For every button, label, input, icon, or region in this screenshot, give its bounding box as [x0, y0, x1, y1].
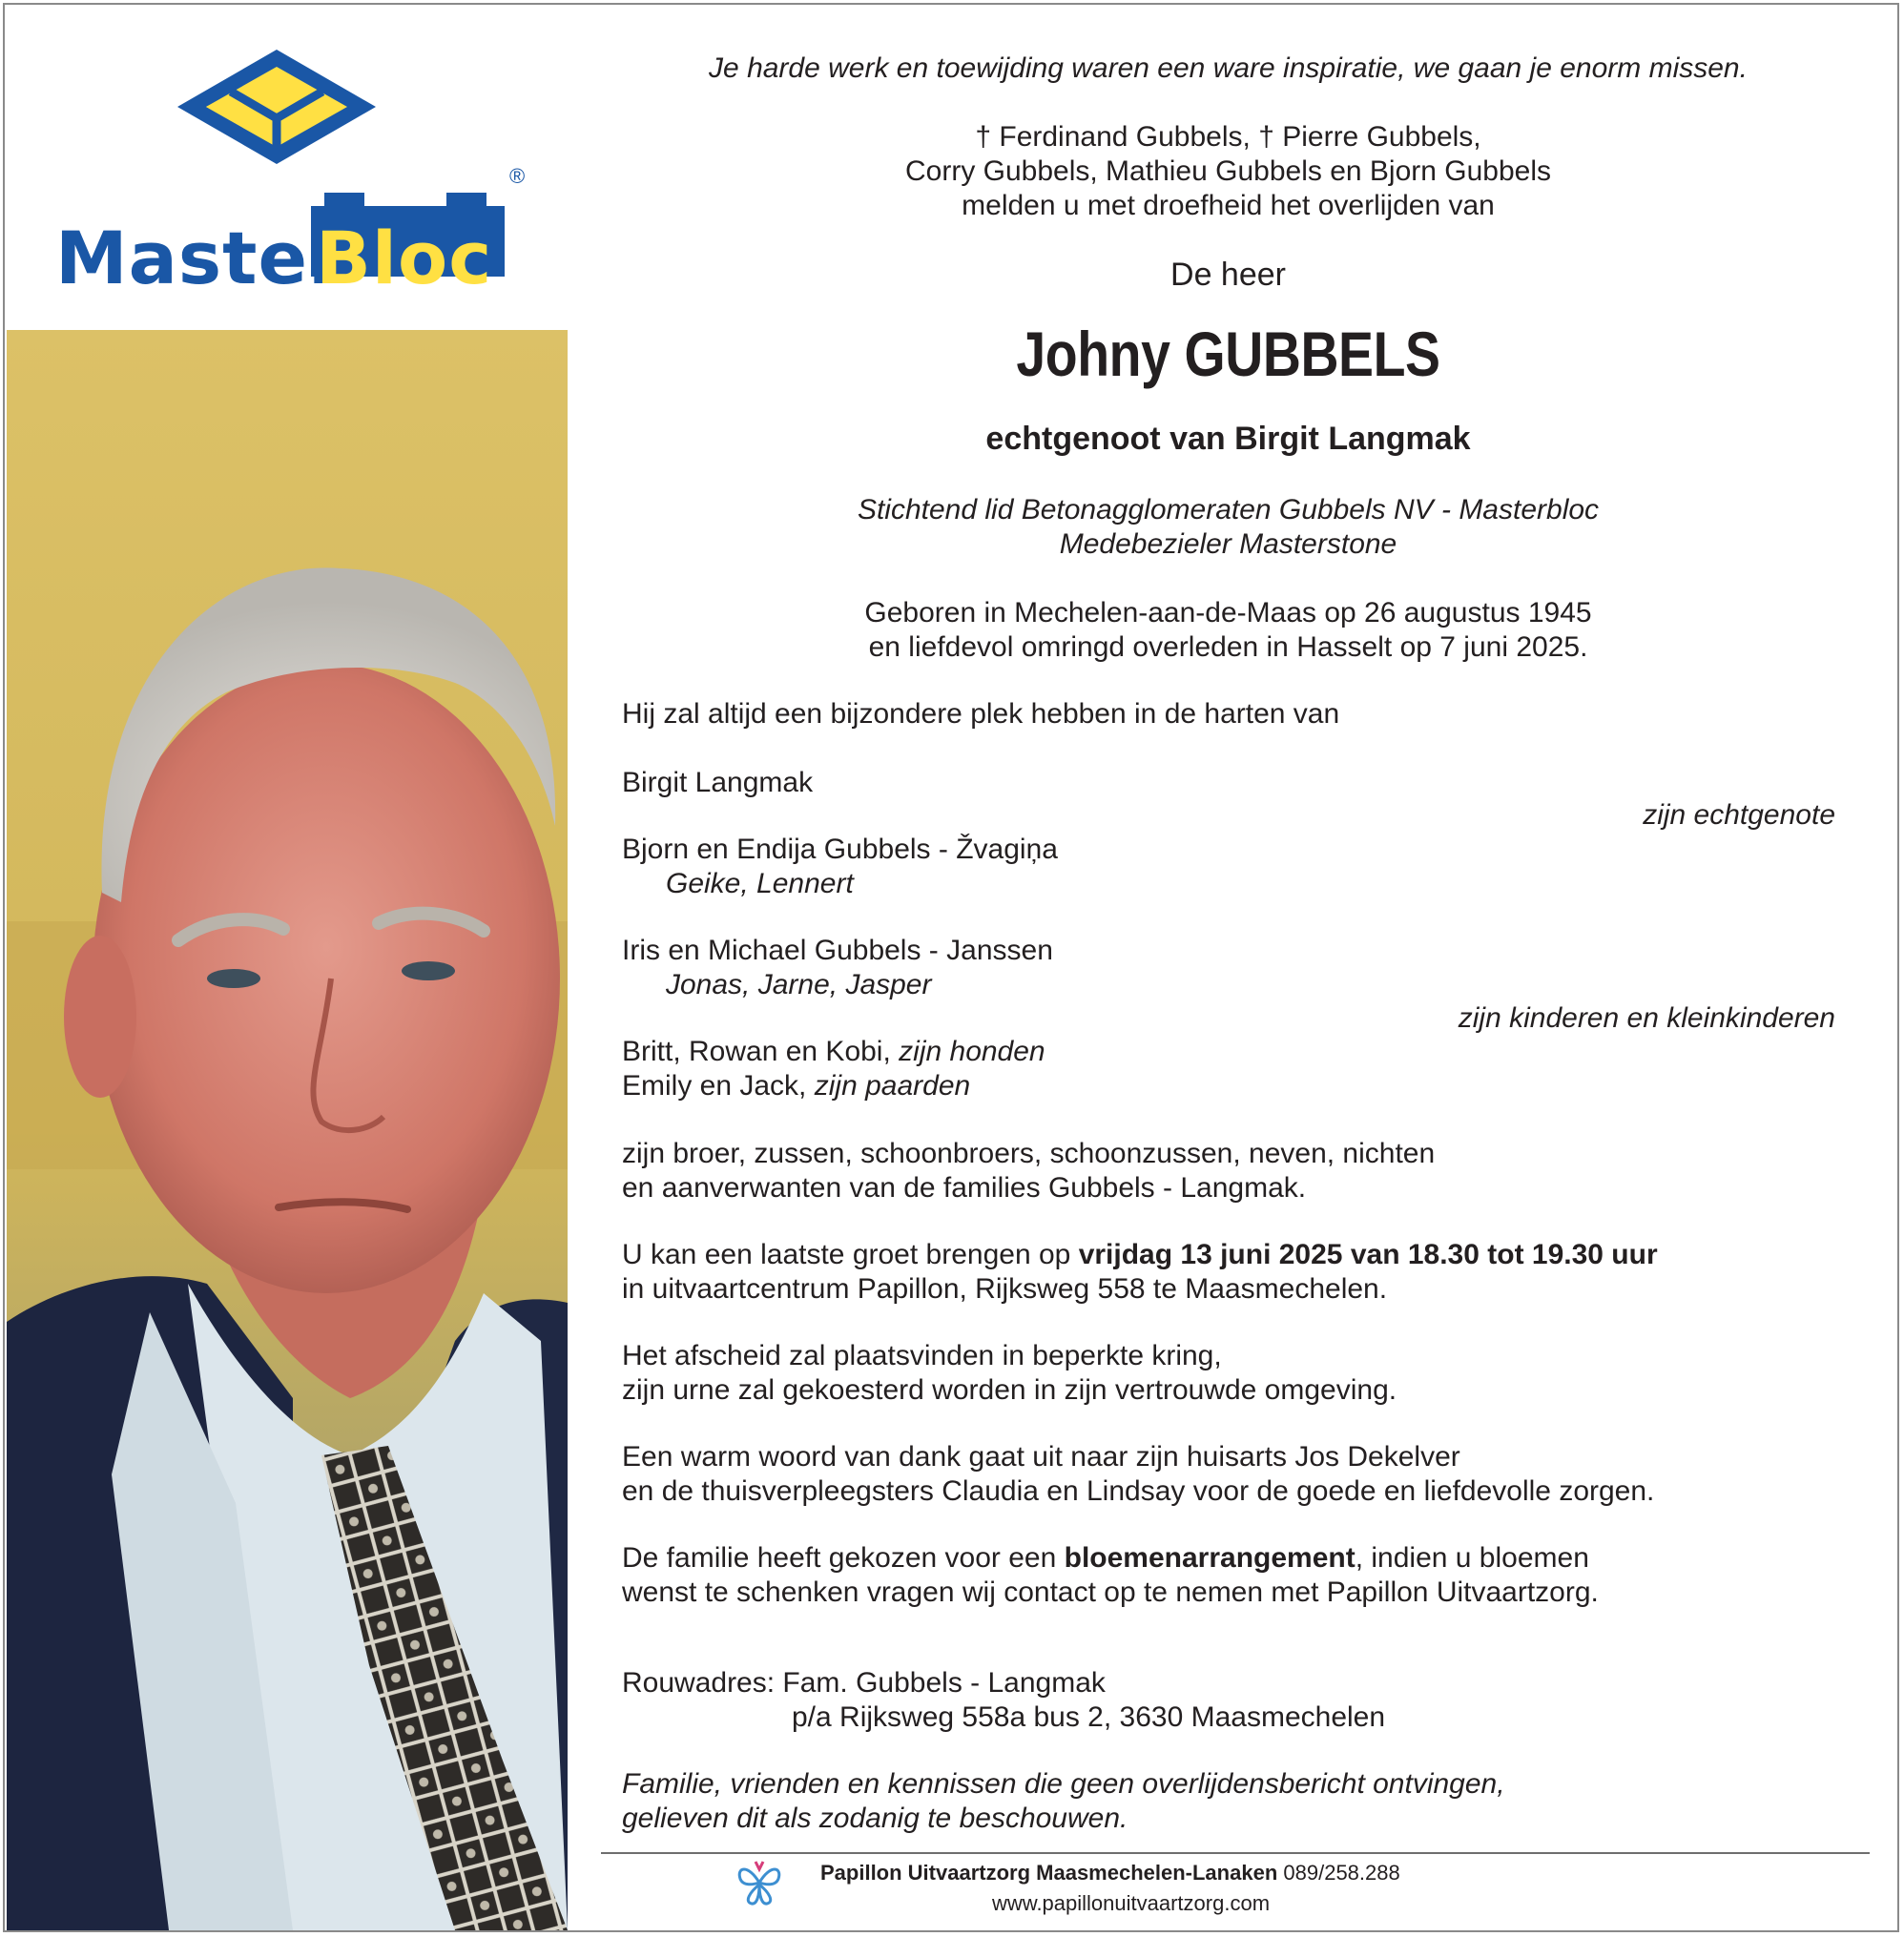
footer-phone[interactable]: 089/258.288 [1283, 1861, 1400, 1885]
footer-website[interactable]: www.papillonuitvaartzorg.com [992, 1891, 1271, 1915]
horses-names: Emily en Jack, [622, 1070, 807, 1102]
relatives-line-2: en aanverwanten van de families Gubbels - Langmak. [622, 1172, 1307, 1204]
closing-line-2: gelieven dit als zodanig te beschouwen. [622, 1803, 1128, 1834]
family-intro: Hij zal altijd een bijzondere plek hebben in de harten van [622, 698, 1340, 730]
relatives-line-1: zijn broer, zussen, schoonbroers, schoonzussen, neven, nichten [622, 1138, 1436, 1169]
registered-mark: ® [509, 164, 526, 188]
salutation: De heer [1170, 257, 1286, 293]
flowers-line-2: wenst te schenken vragen wij contact op te nemen met Papillon Uitvaartzorg. [622, 1576, 1599, 1608]
life-line-1: Geboren in Mechelen-aan-de-Maas op 26 augustus 1945 [864, 597, 1592, 628]
visitation-when: vrijdag 13 juni 2025 van 18.30 tot 19.30 uur [1078, 1239, 1658, 1270]
children-relation: zijn kinderen en kleinkinderen [1458, 1002, 1835, 1034]
masterbloc-logo [48, 48, 544, 300]
family-spouse: Birgit Langmak [622, 767, 814, 798]
footer-company-line [820, 1860, 1400, 1886]
grandchildren-2 [622, 968, 931, 1002]
quote: Je harde werk en toewijding waren een ware inspiratie, we gaan je enorm missen. [709, 52, 1748, 84]
flowers-line-1 [622, 1541, 1589, 1576]
dogs-line [622, 1035, 1045, 1069]
address-name: Fam. Gubbels - Langmak [782, 1667, 1106, 1699]
flowers-lead: De familie heeft gekozen voor een [622, 1542, 1057, 1574]
role-line-1: Stichtend lid Betonagglomeraten Gubbels NV - Masterbloc [857, 494, 1600, 525]
flowers-highlight: bloemenarrangement [1064, 1542, 1356, 1574]
farewell-line-2: zijn urne zal gekoesterd worden in zijn vertrouwde omgeving. [622, 1374, 1397, 1406]
dogs-label: zijn honden [899, 1036, 1045, 1067]
address-label: Rouwadres: [622, 1667, 776, 1699]
horses-line [622, 1069, 970, 1103]
address-line-1 [622, 1666, 1106, 1700]
logo-word-master: Master [55, 216, 345, 300]
visitation-lead: U kan een laatste groet brengen op [622, 1239, 1071, 1270]
visitation-where: in uitvaartcentrum Papillon, Rijksweg 558 te Maasmechelen. [622, 1273, 1388, 1305]
horses-label: zijn paarden [814, 1070, 971, 1102]
grandchildren-2-text: Jonas, Jarne, Jasper [666, 969, 932, 1000]
butterfly-icon [735, 1858, 784, 1907]
life-line-2: en liefdevol omringd overleden in Hasselt op 7 juni 2025. [868, 631, 1588, 663]
announcers-line-3: melden u met droefheid het overlijden van [962, 190, 1495, 221]
logo-word-bloc: Bloc [316, 216, 493, 300]
footer-divider [601, 1852, 1870, 1854]
grandchildren-1-text: Geike, Lennert [666, 868, 854, 899]
closing-line-1: Familie, vrienden en kennissen die geen overlijdensbericht ontvingen, [622, 1768, 1505, 1800]
role-line-2: Medebezieler Masterstone [1059, 528, 1397, 560]
family-child-1: Bjorn en Endija Gubbels - Žvagiņa [622, 834, 1058, 865]
dogs-names: Britt, Rowan en Kobi, [622, 1036, 891, 1067]
portrait-photo [7, 330, 568, 1930]
family-child-2: Iris en Michael Gubbels - Janssen [622, 935, 1053, 966]
spouse-relation: zijn echtgenote [1643, 799, 1835, 831]
announcers-line-1: † Ferdinand Gubbels, † Pierre Gubbels, [975, 121, 1481, 153]
footer-company: Papillon Uitvaartzorg Maasmechelen-Lanaken [820, 1861, 1278, 1885]
thanks-line-1: Een warm woord van dank gaat uit naar zijn huisarts Jos Dekelver [622, 1441, 1460, 1473]
grandchildren-1 [622, 867, 854, 901]
visitation-line-1 [622, 1238, 1658, 1272]
announcers-line-2: Corry Gubbels, Mathieu Gubbels en Bjorn Gubbels [904, 155, 1552, 187]
farewell-line-1: Het afscheid zal plaatsvinden in beperkte kring, [622, 1340, 1222, 1371]
flowers-rest: , indien u bloemen [1355, 1542, 1589, 1574]
spouse-line: echtgenoot van Birgit Langmak [985, 421, 1471, 457]
deceased-name: Johny GUBBELS [1016, 319, 1440, 389]
address-line-2: p/a Rijksweg 558a bus 2, 3630 Maasmechelen [792, 1701, 1386, 1733]
thanks-line-2: en de thuisverpleegsters Claudia en Lindsay voor de goede en liefdevolle zorgen. [622, 1475, 1655, 1507]
